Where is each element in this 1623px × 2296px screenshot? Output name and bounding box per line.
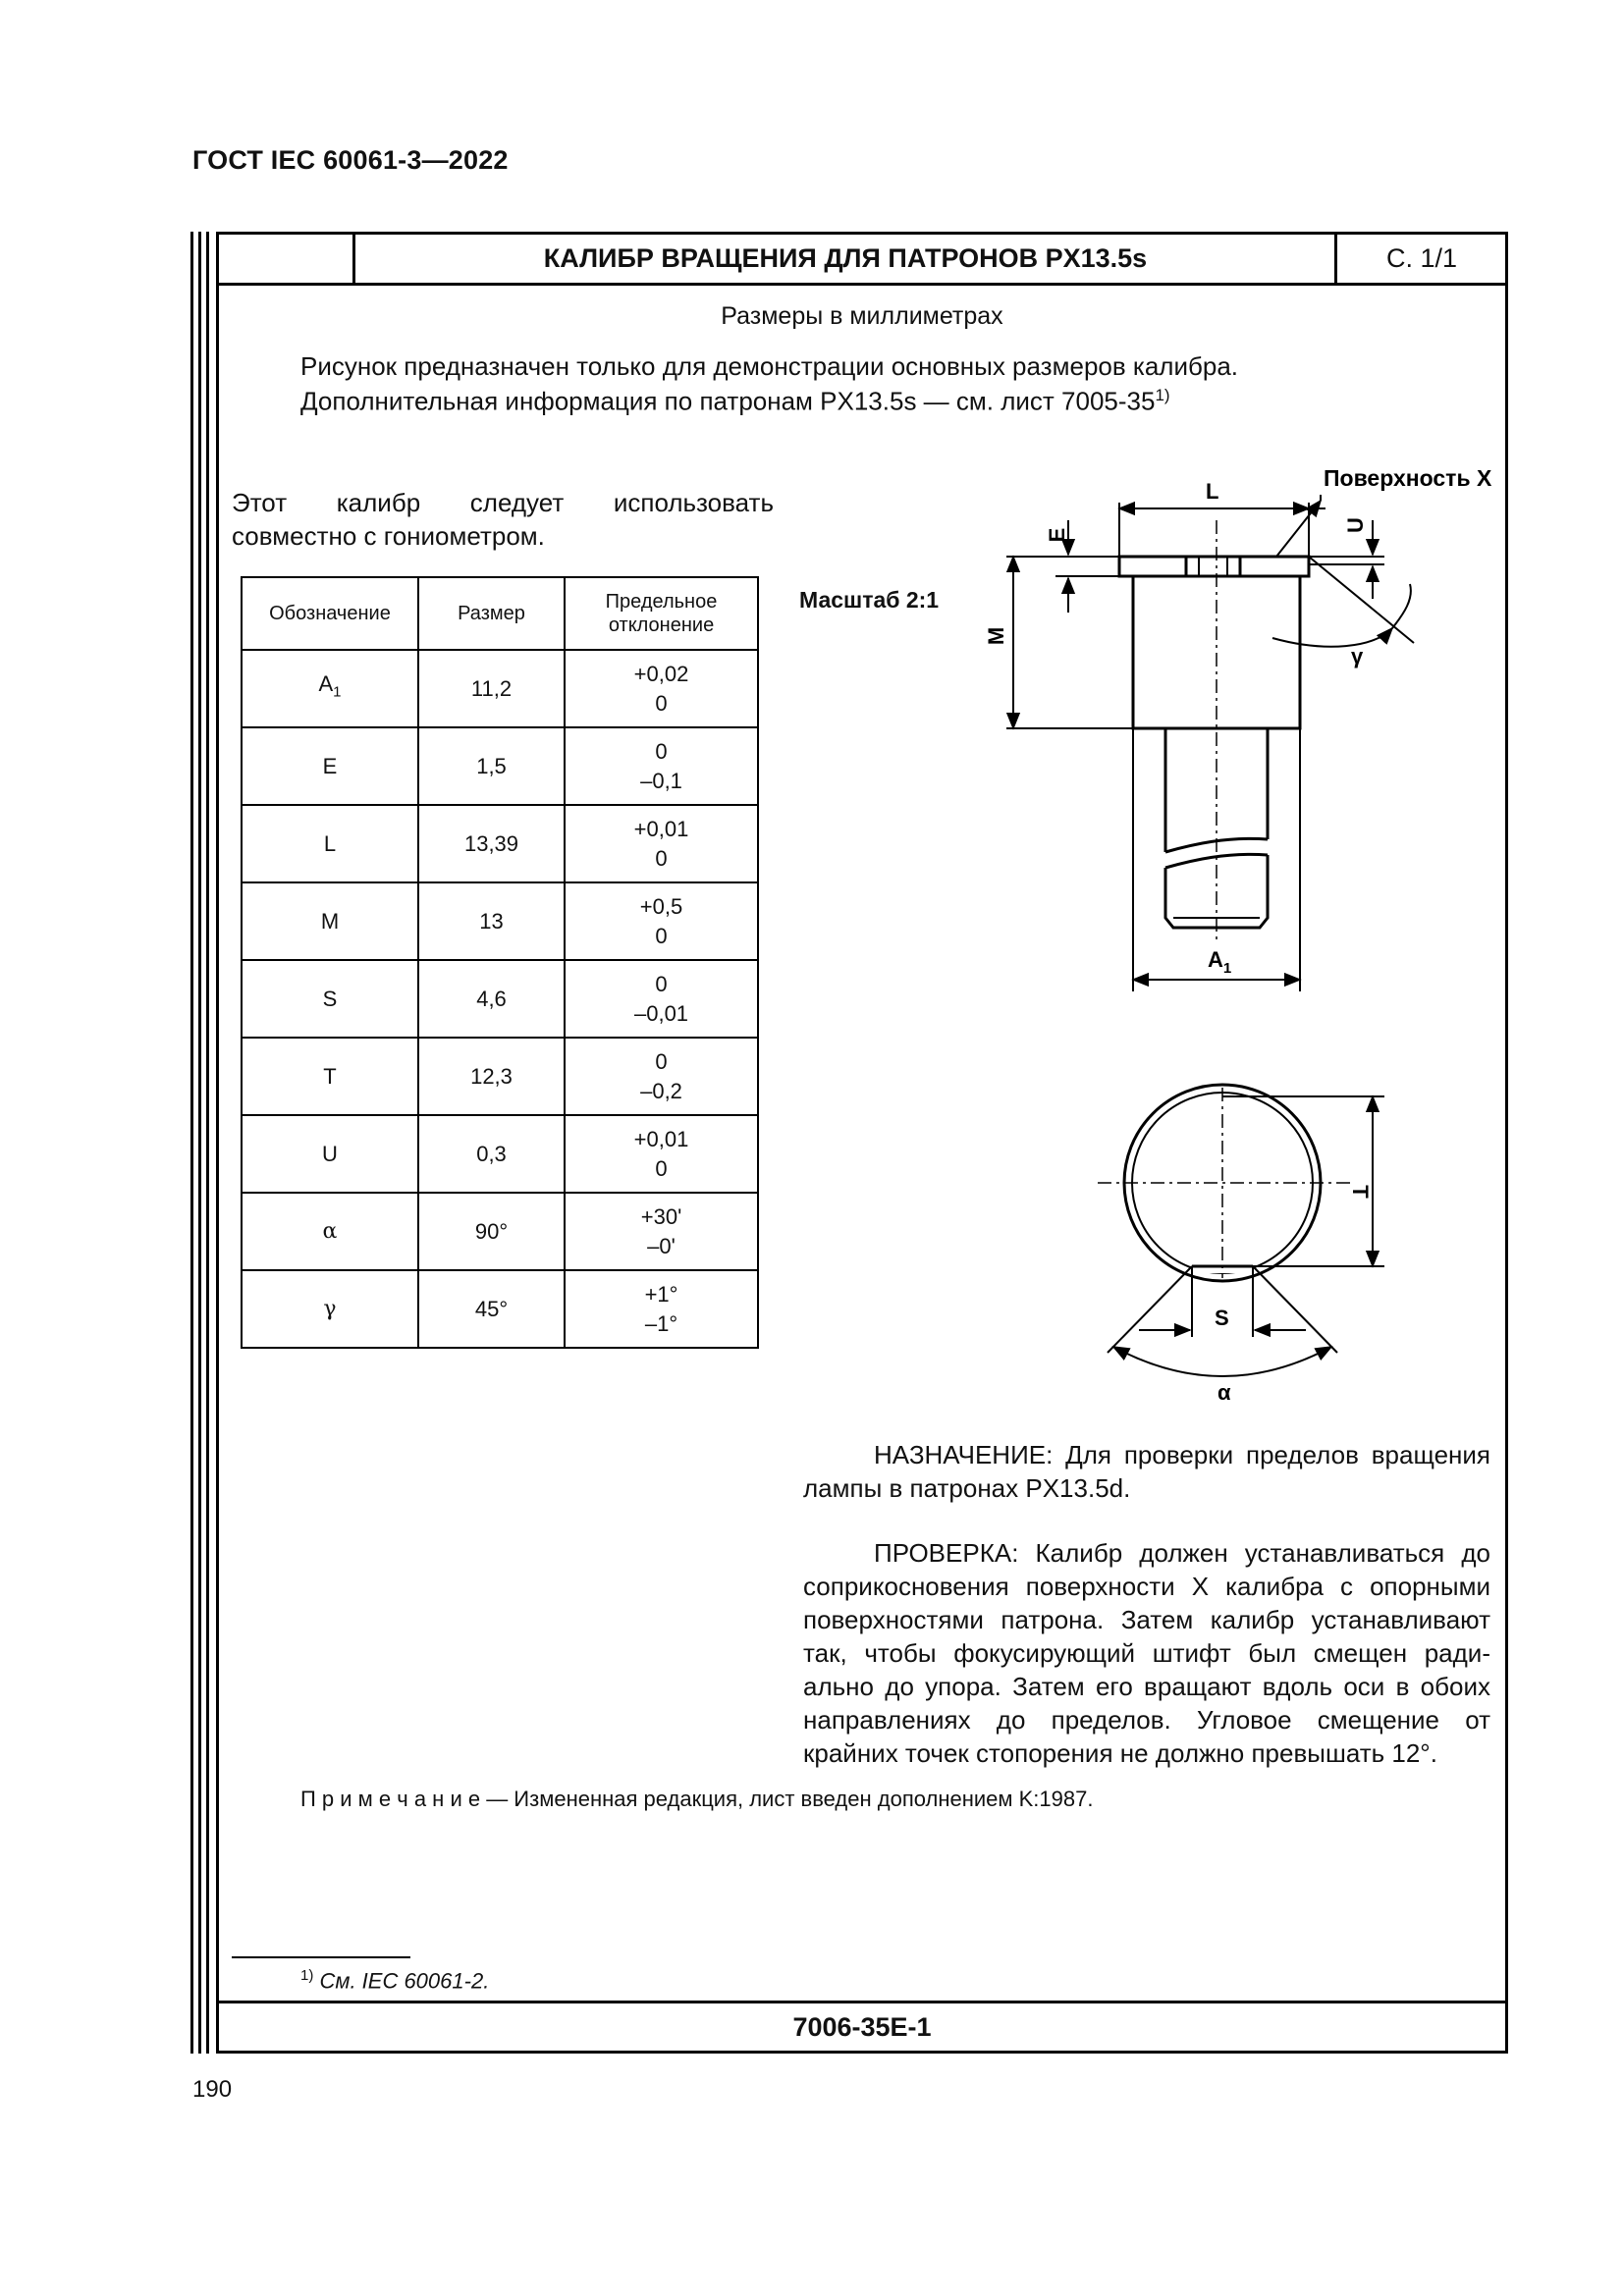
tolerance-upper: +0,5: [639, 893, 683, 919]
goniometer-note: Этот калибр следует использовать совместно с гониометром.: [232, 488, 774, 551]
tolerance-upper: +0,01: [633, 1126, 689, 1151]
tolerance-lower: 0: [655, 845, 668, 871]
symbol-text: L: [323, 830, 337, 856]
symbol-text: S: [322, 986, 338, 1011]
label-T: T: [1348, 1185, 1374, 1199]
footnote-ref: 1): [1155, 386, 1170, 404]
intro-line-1: Рисунок предназначен только для демонстрации основных размеров калибра.: [300, 351, 1239, 381]
page-number: 190: [192, 2076, 233, 2103]
label-U: U: [1342, 517, 1368, 533]
cell-size: 1,5: [418, 727, 565, 805]
units-note: Размеры в миллиметрах: [721, 302, 1003, 330]
tolerance-lower: –0,01: [633, 1000, 689, 1026]
header-symbol: Обозначение: [242, 577, 418, 650]
symbol-text: U: [322, 1141, 338, 1166]
tolerance-upper: 0: [655, 1048, 668, 1074]
tolerance-lower: –0,1: [640, 768, 682, 793]
cell-size: 4,6: [418, 960, 565, 1038]
tolerance-upper: +0,02: [633, 661, 689, 686]
symbol-subscript: 1: [333, 683, 342, 701]
cell-size: 13: [418, 882, 565, 960]
sheet-title: КАЛИБР ВРАЩЕНИЯ ДЛЯ ПАТРОНОВ PX13.5s: [543, 242, 1148, 273]
label-S: S: [1215, 1306, 1229, 1330]
label-surface-x: Поверхность X: [1324, 465, 1492, 491]
check-paragraph: [803, 1536, 1490, 1770]
remark-note: П р и м е ч а н и е — Измененная редакция, лист введен дополнением K:1987.: [300, 1787, 1094, 1811]
footnote: [300, 1967, 489, 1994]
tolerance-lower: 0: [655, 690, 668, 716]
tolerance-upper: 0: [655, 738, 668, 764]
tolerance-upper: +30': [640, 1203, 682, 1229]
footnote-mark: 1): [300, 1967, 314, 1984]
cell-size: 0,3: [418, 1115, 565, 1193]
tolerance-upper: +1°: [644, 1281, 678, 1307]
gauge-body: [1133, 576, 1300, 728]
header-size: Размер: [418, 577, 565, 650]
header-tolerance: Предельное отклонение: [565, 577, 758, 650]
label-A1: [1208, 947, 1231, 977]
label-M: M: [983, 626, 1008, 646]
symbol-text: A: [318, 671, 334, 697]
footnote-text: См. IEC 60061-2.: [319, 1968, 490, 1994]
scale-label: Масштаб 2:1: [799, 587, 940, 613]
intro-line-2-text: Дополнительная информация по патронам PX13.5s — см. лист 7005-35: [300, 386, 1156, 416]
symbol-text: T: [323, 1063, 337, 1089]
label-E: E: [1044, 527, 1069, 543]
gauge-head: [1119, 557, 1309, 576]
cell-size: 90°: [418, 1193, 565, 1270]
tolerance-lower: –1°: [644, 1310, 678, 1336]
tolerance-lower: –0': [647, 1233, 676, 1258]
label-L: L: [1206, 479, 1219, 504]
symbol-text: γ: [323, 1296, 337, 1321]
dim-alpha: [1113, 1347, 1331, 1376]
document-header: ГОСТ IEC 60061-3—2022: [192, 145, 509, 175]
cell-size: 12,3: [418, 1038, 565, 1115]
focus-pin: [1186, 557, 1240, 576]
tolerance-lower: 0: [655, 1155, 668, 1181]
dim-gamma: [1272, 628, 1392, 647]
cell-size: 11,2: [418, 650, 565, 727]
cell-size: 45°: [418, 1270, 565, 1348]
sheet-number: С. 1/1: [1385, 242, 1458, 273]
label-alpha: α: [1217, 1380, 1231, 1405]
symbol-text: α: [322, 1218, 338, 1244]
tolerance-upper: +0,01: [633, 816, 689, 841]
check-text: ПРОВЕРКА: Калибр должен устанавливаться до соприкосновения поверхности X калибра с опорными поверхностями патрона. Затем калибр устанавливают так, чтобы фокусирующий штифт был смещен радиально до упора. Затем его вращают вдоль оси в обоих направлениях до пределов. Угловое смещение от крайних точек стопорения не должно превышать 12°.: [803, 1538, 1490, 1768]
label-A1-sub: 1: [1222, 960, 1232, 977]
tolerance-lower: –0,2: [640, 1078, 682, 1103]
symbol-text: E: [322, 753, 338, 778]
label-gamma: γ: [1351, 644, 1364, 668]
purpose-text: НАЗНАЧЕНИЕ: Для проверки пределов вращения лампы в патронах PX13.5d.: [803, 1440, 1490, 1503]
label-A1-main: A: [1208, 947, 1223, 972]
tolerance-lower: 0: [655, 923, 668, 948]
purpose-paragraph: [803, 1438, 1490, 1505]
footnote-rule: [232, 1956, 410, 1958]
symbol-text: M: [320, 908, 340, 934]
tolerance-upper: 0: [655, 971, 668, 996]
cell-size: 13,39: [418, 805, 565, 882]
sheet-code: 7006-35E-1: [792, 2011, 932, 2042]
